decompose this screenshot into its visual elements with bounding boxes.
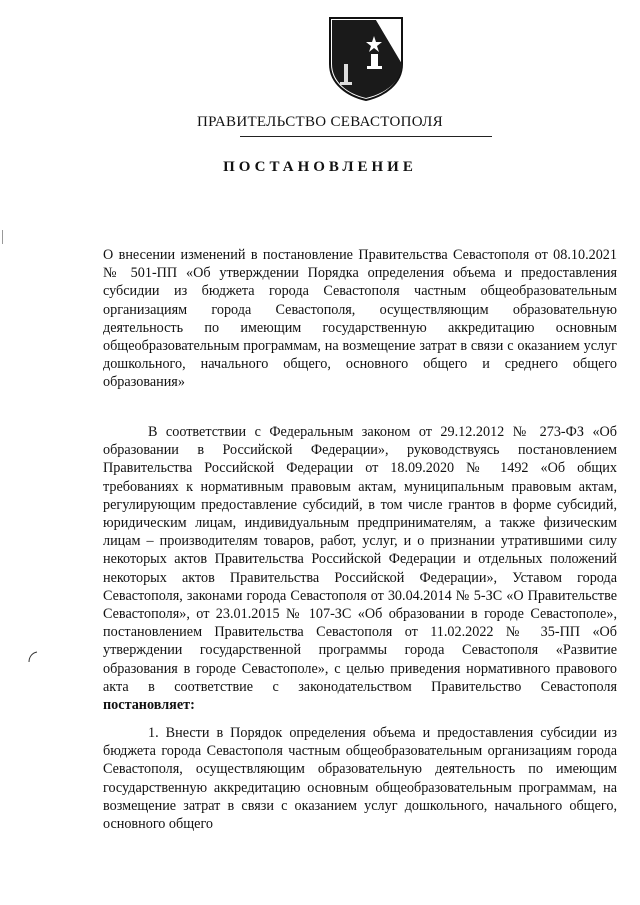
preamble-paragraph (103, 423, 617, 714)
sevastopol-coat-of-arms-icon (326, 14, 406, 102)
item-1-paragraph: 1. Внести в Порядок определения объема и предоставления субсидии из бюджета города Севастополя частным общеобразовательным организациям города Севастополя, осуществляющим образовательную деятельность по имеющим государственную аккредитацию основным общеобразовательным программам, на возмещение затрат в связи с оказанием услуг дошкольного, начального общего, основного общего (103, 725, 617, 833)
pen-mark-icon (26, 650, 40, 664)
document-type-heading: ПОСТАНОВЛЕНИЕ (223, 159, 417, 175)
government-title: ПРАВИТЕЛЬСТВО СЕВАСТОПОЛЯ (197, 114, 443, 130)
title-underline (240, 136, 492, 137)
document-subject: О внесении изменений в постановление Правительства Севастополя от 08.10.2021 № 501-ПП «Об утверждении Порядка определения объема и предоставления субсидии из бюджета города Севастополя частным общеобразовательным организациям города Севастополя, осуществляющим образовательную деятельность по имеющим государственную аккредитацию основным общеобразовательным программам, на возмещение затрат в связи с оказанием услуг дошкольного, начального общего, основного общего и среднего общего образования» (103, 247, 617, 391)
preamble-text: В соответствии с Федеральным законом от 29.12.2012 № 273-ФЗ «Об образовании в Российской Федерации», руководствуясь постановлением Правительства Российской Федерации от 18.09.2020 № 1492 «Об общих требованиях к нормативным правовым актам, муниципальным правовым актам, регулирующим предоставление субсидий, в том числе грантов в форме субсидий, юридическим лицам, индивидуальным предпринимателям, а также физическим лицам – производителям товаров, работ, услуг, и о признании утратившими силу некоторых актов Правительства Российской Федерации и отдельных положений некоторых актов Правительства Российской Федерации», Уставом города Севастополя, законами города Севастополя от 30.04.2014 № 5-ЗС «О Правительстве Севастополя», от 23.01.2015 № 107-ЗС «Об образовании в городе Севастополе», постановлением Правительства Севастополя от 11.02.2022 № 35-ПП «Об утверждении государственной программы города Севастополя «Развитие образования в городе Севастополе», с целью приведения нормативного правового акта в соответствие с законодательством Правительство Севастополя (103, 424, 617, 695)
decree-word: постановляет: (103, 697, 195, 714)
margin-mark (2, 230, 3, 244)
